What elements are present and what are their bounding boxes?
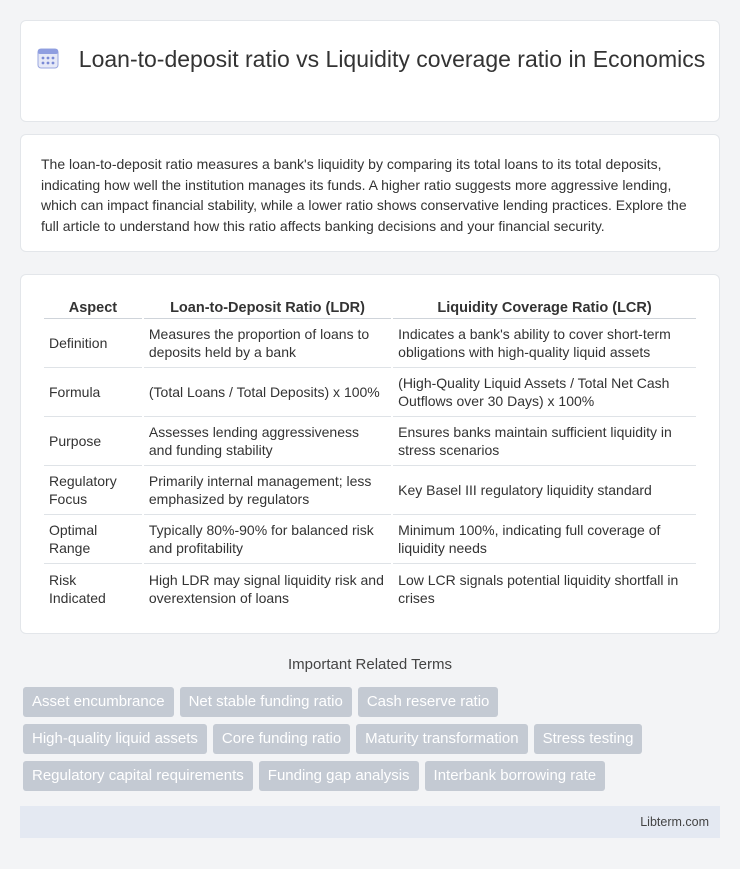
table-row (44, 564, 696, 613)
footer-site-link[interactable]: Libterm.com (640, 815, 709, 829)
table-row (44, 417, 696, 466)
table-cell-aspect: Regulatory Focus (44, 466, 142, 515)
table-cell-aspect: Purpose (44, 417, 142, 466)
tag-maturity-transformation[interactable]: Maturity transformation (356, 724, 527, 754)
tag-row (23, 724, 723, 754)
table-cell-lcr: Minimum 100%, indicating full coverage of liquidity needs (393, 515, 696, 564)
tag-interbank-borrowing-rate[interactable]: Interbank borrowing rate (425, 761, 606, 791)
tag-regulatory-capital-requirements[interactable]: Regulatory capital requirements (23, 761, 253, 791)
related-terms-tags (23, 687, 723, 798)
calendar-grid-icon (37, 47, 59, 69)
header-lcr: Liquidity Coverage Ratio (LCR) (393, 295, 696, 319)
table-cell-aspect: Definition (44, 319, 142, 368)
table-cell-ldr: Primarily internal management; less emphasized by regulators (144, 466, 391, 515)
table-cell-ldr: Measures the proportion of loans to deposits held by a bank (144, 319, 391, 368)
tag-core-funding-ratio[interactable]: Core funding ratio (213, 724, 350, 754)
page-title-wrap (21, 45, 721, 74)
table-cell-lcr: Indicates a bank's ability to cover short-term obligations with high-quality liquid assets (393, 319, 696, 368)
tag-stress-testing[interactable]: Stress testing (534, 724, 643, 754)
table-row (44, 319, 696, 368)
table-cell-lcr: (High-Quality Liquid Assets / Total Net Cash Outflows over 30 Days) x 100% (393, 368, 696, 417)
tag-net-stable-funding-ratio[interactable]: Net stable funding ratio (180, 687, 352, 717)
table-cell-lcr: Low LCR signals potential liquidity shortfall in crises (398, 571, 679, 606)
title-card (20, 20, 720, 122)
comparison-card (20, 274, 720, 634)
header-aspect: Aspect (44, 295, 142, 319)
table-cell-aspect: Formula (44, 368, 142, 417)
tag-row (23, 761, 723, 791)
table-cell-aspect: Optimal Range (44, 515, 142, 564)
table-row (44, 515, 696, 564)
table-cell-lcr: Ensures banks maintain sufficient liquidity in stress scenarios (393, 417, 696, 466)
comparison-table (42, 295, 698, 613)
table-cell-ldr: Typically 80%-90% for balanced risk and profitability (144, 515, 391, 564)
tag-high-quality-liquid-assets[interactable]: High-quality liquid assets (23, 724, 207, 754)
tag-funding-gap-analysis[interactable]: Funding gap analysis (259, 761, 419, 791)
related-terms-title: Important Related Terms (288, 656, 452, 673)
table-row (44, 368, 696, 417)
page-title: Loan-to-deposit ratio vs Liquidity coverage ratio in Economics (78, 46, 706, 72)
footer (20, 806, 720, 838)
intro-card (20, 134, 720, 252)
header-ldr: Loan-to-Deposit Ratio (LDR) (144, 295, 391, 319)
tag-cash-reserve-ratio[interactable]: Cash reserve ratio (358, 687, 499, 717)
table-row (44, 466, 696, 515)
table-header-row (44, 295, 696, 319)
table-cell-lcr: Key Basel III regulatory liquidity standard (393, 466, 696, 515)
intro-paragraph: The loan-to-deposit ratio measures a bank's liquidity by comparing its total loans to its total deposits, indicating how well the institution manages its funds. A higher ratio suggests more aggressive lending, which can impact financial stability, while a lower ratio shows conservative lending practices. Explore the full article to understand how this ratio affects banking decisions and your financial security. (41, 156, 687, 234)
table-cell-ldr: Assesses lending aggressiveness and funding stability (144, 417, 391, 466)
table-cell-aspect: Risk Indicated (49, 571, 106, 606)
table-cell-ldr: (Total Loans / Total Deposits) x 100% (144, 368, 391, 417)
tag-row (23, 687, 723, 717)
table-cell-ldr: High LDR may signal liquidity risk and overextension of loans (148, 571, 384, 606)
tag-asset-encumbrance[interactable]: Asset encumbrance (23, 687, 174, 717)
